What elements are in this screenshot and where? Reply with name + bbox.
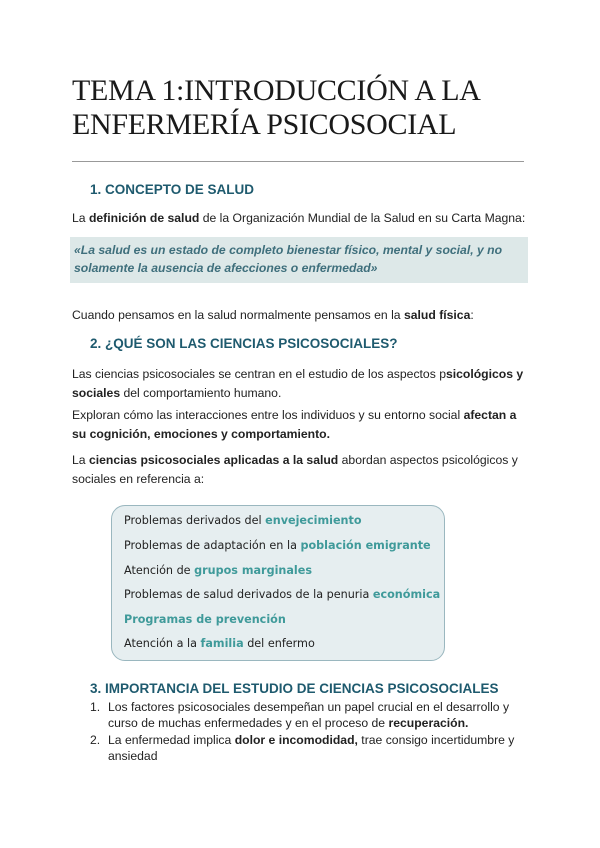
s2-paragraph-2 <box>72 406 528 444</box>
applied-sciences-box <box>111 505 445 661</box>
list-item <box>90 732 540 764</box>
text: La <box>72 211 89 225</box>
text: del comportamiento humano. <box>120 386 282 400</box>
text: Atención de <box>124 564 195 577</box>
s1-paragraph-2 <box>72 306 528 325</box>
highlight-text: familia <box>200 637 244 650</box>
bold-text: sociales <box>72 386 121 400</box>
bold-text: salud física <box>403 308 471 322</box>
bold-text: su cognición, emociones y comportamiento. <box>72 427 331 441</box>
text: La <box>72 453 89 467</box>
text: : <box>470 308 474 322</box>
who-definition-quote <box>70 237 528 283</box>
list-number: 2. <box>90 733 101 747</box>
highlight-text: grupos marginales <box>194 564 313 577</box>
text: Exploran cómo las interacciones entre los individuos y su entorno social <box>72 408 464 422</box>
text: curso de muchas enfermedades y en el proceso de <box>108 716 389 730</box>
quote-line-1: «La salud es un estado de completo bienestar físico, mental y social, y no <box>74 243 503 257</box>
text: ansiedad <box>108 749 158 763</box>
text: trae consigo incertidumbre y <box>357 733 515 747</box>
s2-paragraph-1 <box>72 365 528 403</box>
box-item-migrants <box>124 539 431 552</box>
highlight-text: envejecimiento <box>265 514 362 527</box>
box-item-aging <box>124 514 362 527</box>
text: Problemas de salud derivados de la penuria <box>124 588 373 601</box>
box-item-prevention: Programas de prevención <box>124 613 286 626</box>
text: Atención a la <box>124 637 201 650</box>
highlight-text: población emigrante <box>300 539 431 552</box>
text: del enfermo <box>243 637 315 650</box>
box-item-economic <box>124 588 440 601</box>
list-item <box>90 699 540 731</box>
bold-text: definición de salud <box>88 211 200 225</box>
text: Las ciencias psicosociales se centran en el estudio de los aspectos p <box>72 367 446 381</box>
text: La enfermedad implica <box>108 733 235 747</box>
text: Los factores psicosociales desempeñan un papel crucial en el desarrollo y <box>108 700 510 714</box>
text: abordan aspectos psicológicos y <box>338 453 518 467</box>
section-2-heading: 2. ¿QUÉ SON LAS CIENCIAS PSICOSOCIALES? <box>90 336 398 351</box>
title-line-2: ENFERMERÍA PSICOSOCIAL <box>72 108 457 141</box>
bold-text: ciencias psicosociales aplicadas a la salud <box>88 453 339 467</box>
list-number: 1. <box>90 700 101 714</box>
text: Problemas derivados del <box>124 514 266 527</box>
text: de la Organización Mundial de la Salud en su Carta Magna: <box>199 211 526 225</box>
bold-text: recuperación. <box>388 716 469 730</box>
text: Problemas de adaptación en la <box>124 539 301 552</box>
text: Cuando pensamos en la salud normalmente pensamos en la <box>72 308 404 322</box>
section-1-heading: 1. CONCEPTO DE SALUD <box>90 182 255 197</box>
title-line-1: TEMA 1:INTRODUCCIÓN A LA <box>72 74 481 107</box>
bold-text: dolor e incomodidad, <box>234 733 358 747</box>
page-title <box>72 74 542 142</box>
quote-line-2: solamente la ausencia de afecciones o enfermedad» <box>74 261 378 275</box>
section-3-heading: 3. IMPORTANCIA DEL ESTUDIO DE CIENCIAS PSICOSOCIALES <box>90 681 499 696</box>
box-item-marginal-groups <box>124 564 312 577</box>
highlight-text: económica <box>372 588 441 601</box>
text: sociales en referencia a: <box>72 472 205 486</box>
s1-paragraph-1 <box>72 209 528 228</box>
box-item-family <box>124 637 315 650</box>
bold-text: sicológicos y <box>445 367 524 381</box>
s2-paragraph-3 <box>72 451 528 489</box>
title-divider <box>72 161 524 162</box>
bold-text: afectan a <box>463 408 517 422</box>
